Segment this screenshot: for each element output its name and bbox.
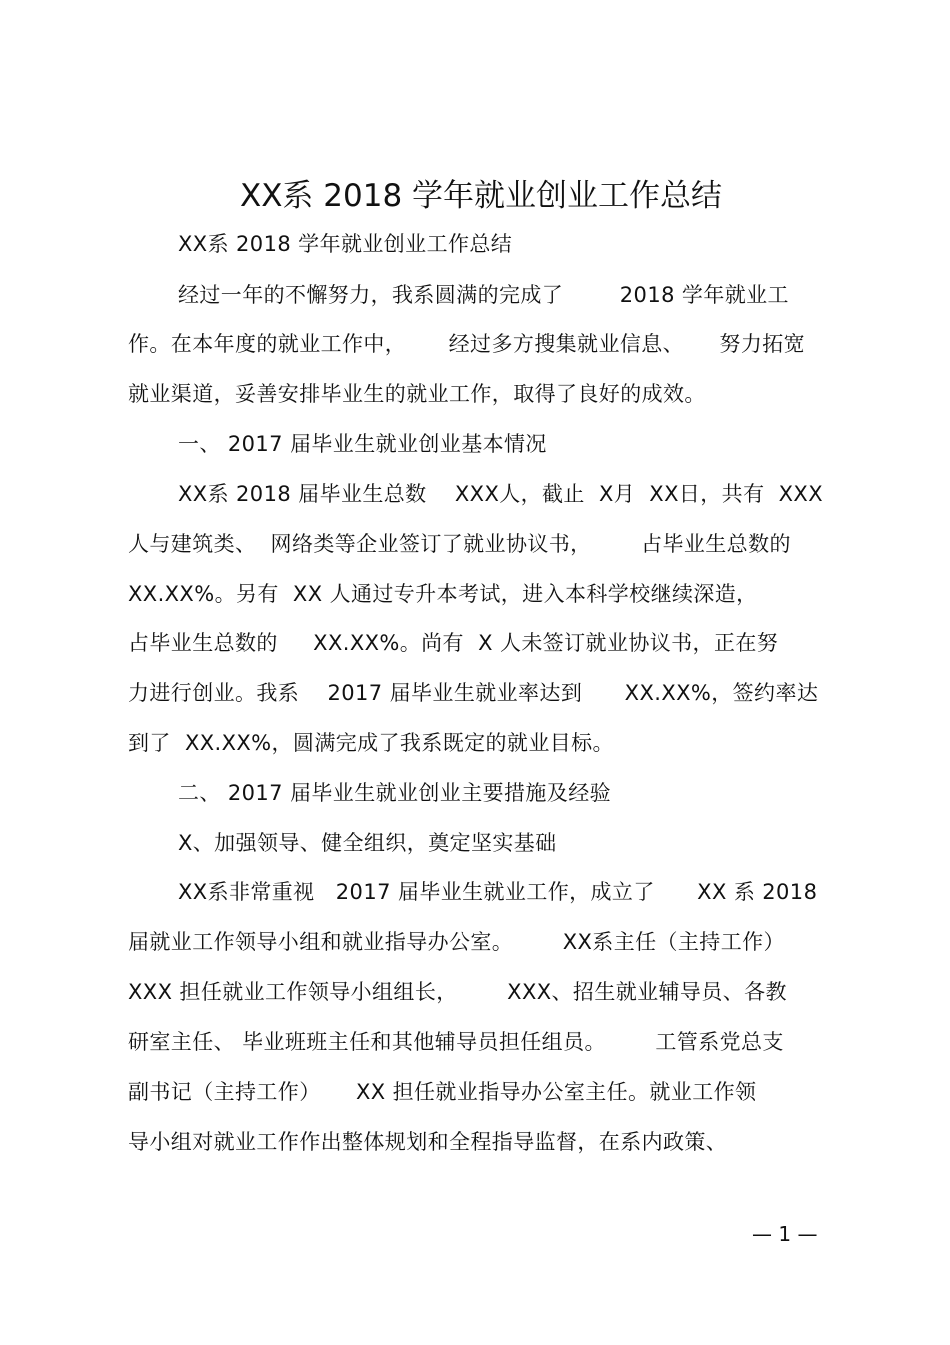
page-number: — 1 — xyxy=(752,1222,818,1246)
paragraph-line: 届就业工作领导小组和就业指导办公室。 XX系主任（主持工作） xyxy=(128,930,785,954)
paragraph-line: XX系非常重视 2017 届毕业生就业工作，成立了 XX 系 2018 xyxy=(178,880,818,904)
paragraph-line: 经过一年的不懈努力，我系圆满的完成了 2018 学年就业工 xyxy=(178,283,789,307)
paragraph-line: 副书记（主持工作） XX 担任就业指导办公室主任。就业工作领 xyxy=(128,1080,757,1104)
paragraph-line: 占毕业生总数的 XX.XX%。尚有 X 人未签订就业协议书，正在努 xyxy=(128,631,779,655)
subsection-heading: X、加强领导、健全组织，奠定坚实基础 xyxy=(178,831,557,855)
paragraph-line: 研室主任、 毕业班班主任和其他辅导员担任组员。 工管系党总支 xyxy=(128,1030,784,1054)
paragraph-line: XXX 担任就业工作领导小组组长， XXX、招生就业辅导员、各教 xyxy=(128,980,787,1004)
paragraph-line: XX系 2018 届毕业生总数 XXX人，截止 X月 XX日，共有 XXX xyxy=(178,482,823,506)
paragraph-line: 就业渠道，妥善安排毕业生的就业工作，取得了良好的成效。 xyxy=(128,382,706,406)
paragraph-line: 力进行创业。我系 2017 届毕业生就业率达到 XX.XX%，签约率达 xyxy=(128,681,819,705)
subtitle-line: XX系 2018 学年就业创业工作总结 xyxy=(178,232,513,256)
section-heading: 二、 2017 届毕业生就业创业主要措施及经验 xyxy=(178,781,611,805)
paragraph-line: 人与建筑类、 网络类等企业签订了就业协议书， 占毕业生总数的 xyxy=(128,532,791,556)
paragraph-line: XX.XX%。另有 XX 人通过专升本考试，进入本科学校继续深造， xyxy=(128,582,758,606)
section-heading: 一、 2017 届毕业生就业创业基本情况 xyxy=(178,432,547,456)
paragraph-line: 作。在本年度的就业工作中， 经过多方搜集就业信息、 努力拓宽 xyxy=(128,332,806,356)
paragraph-line: 导小组对就业工作作出整体规划和全程指导监督，在系内政策、 xyxy=(128,1130,728,1154)
document-title: XX系 2018 学年就业创业工作总结 xyxy=(239,178,723,214)
paragraph-line: 到了 XX.XX%，圆满完成了我系既定的就业目标。 xyxy=(128,731,614,755)
